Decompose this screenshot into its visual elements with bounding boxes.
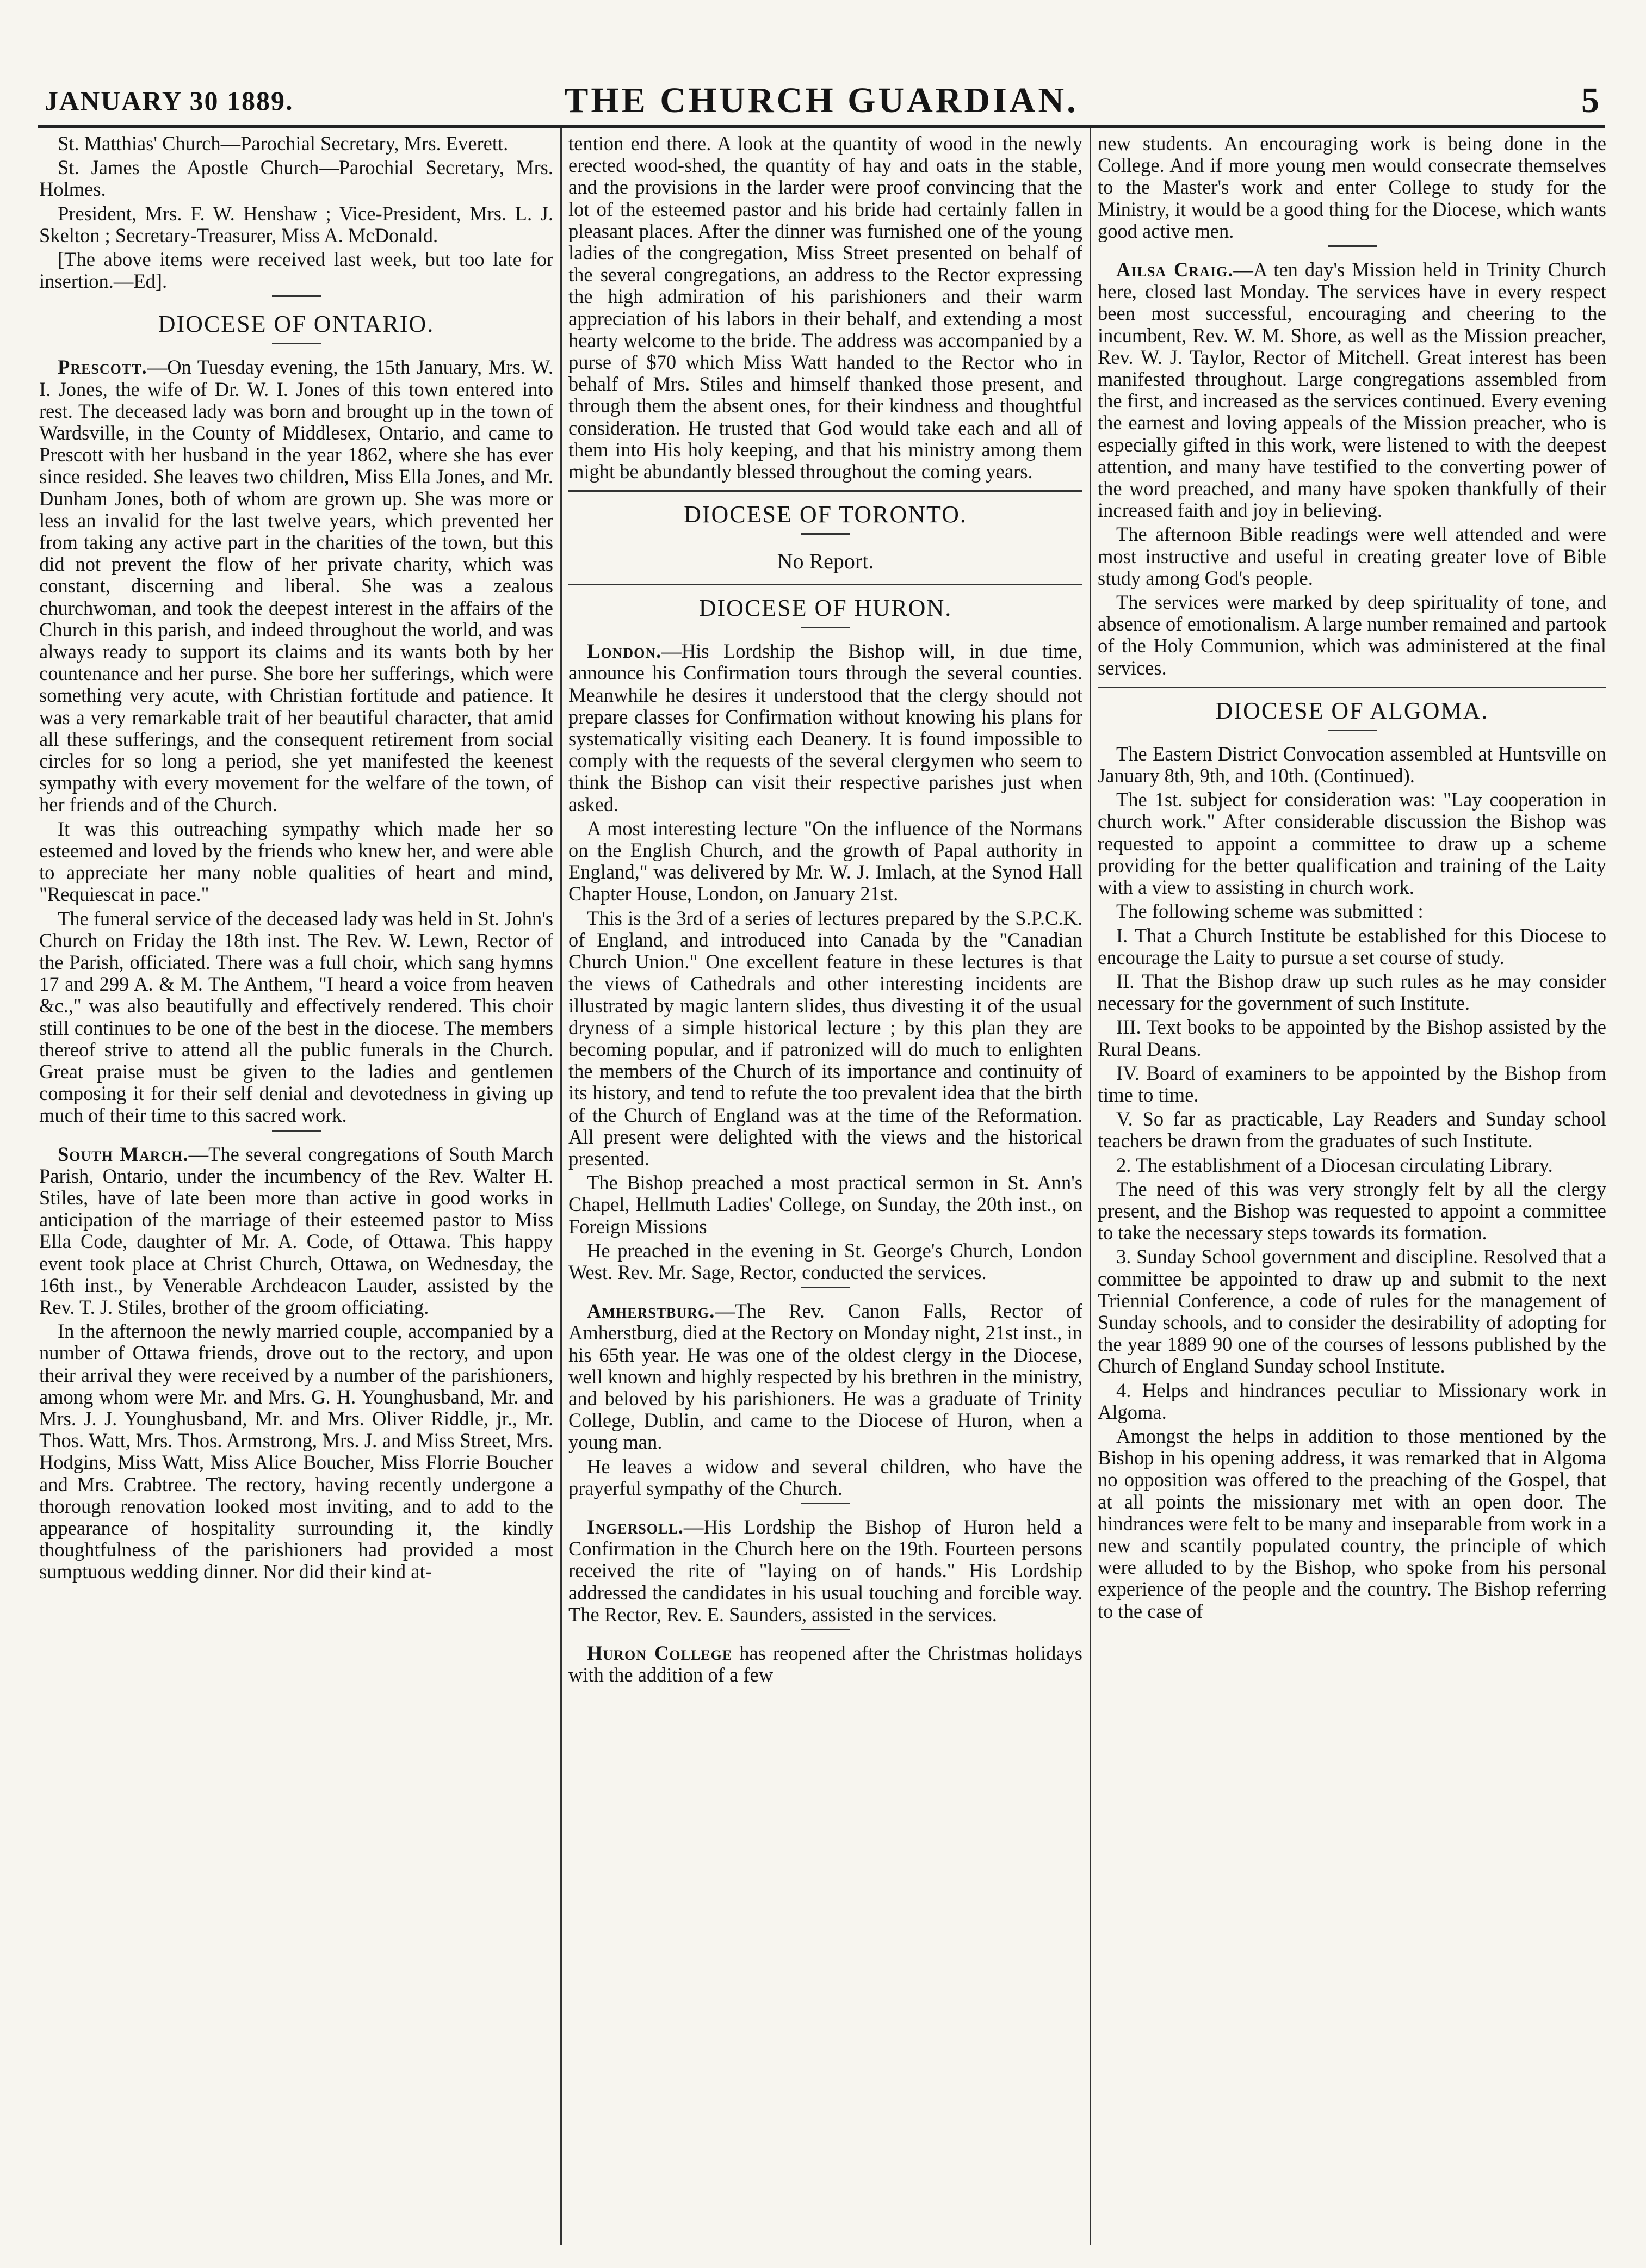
column-rule-1 (560, 128, 562, 2245)
section-rule (568, 490, 1082, 492)
paragraph: 2. The establishment of a Diocesan circulating Library. (1116, 1153, 1553, 1176)
scheme-item: V. So far as practicable, Lay Readers and Sunday school teachers be drawn from the graduates of such Institute. (1098, 1108, 1606, 1152)
scheme-item: II. That the Bishop draw up such rules as he may consider necessary for the government of such Institute. (1098, 969, 1606, 1015)
paragraph: He leaves a widow and several children, who have the prayerful sympathy of the Church. (568, 1455, 1082, 1499)
paragraph: St. James the Apostle Church—Parochial Secretary, Mrs. Holmes. (39, 156, 553, 201)
paragraph: A most interesting lecture "On the influence of the Normans on the English Church, and the growth of Papal authority in England," was delivered by Mr. W. J. Imlach, at the Synod Hall Chapter House, London, on January 21st. (568, 817, 1082, 905)
article-text: has reopened after the Christmas holidays with the addition of a few (568, 1641, 1082, 1686)
section-heading-ontario: DIOCESE OF ONTARIO. (158, 311, 435, 338)
article-text: —The Rev. Canon Falls, Rector of Amherstburg, died at the Rectory on Monday night, 21st inst., in his 65th year. He was one of the oldest clergy in the Diocese, well known and highly respected by his brethren in the ministry, and beloved by his parishioners. He was a graduate of Trinity College, Dublin, and came to the Diocese of Huron, when a young man. (568, 1300, 1082, 1454)
short-rule (801, 627, 850, 628)
column-rule-2 (1090, 128, 1091, 2245)
paragraph: The services were marked by deep spirituality of tone, and absence of emotionalism. A large number remained and partook of the Holy Communion, which was administered at the final services. (1098, 591, 1606, 679)
paragraph: St. Matthias' Church—Parochial Secretary, Mrs. Everett. (58, 133, 509, 155)
article-amherstburg (568, 1300, 1082, 1453)
article-text: —His Lordship the Bishop of Huron held a Confirmation in the Church here on the 19th. Fourteen persons received the rite of "laying on of hands." His Lordship addressed the candidates in his usual touching and forcible way. The Rector, Rev. E. Saunders, assisted in the services. (568, 1515, 1082, 1626)
column-1 (39, 133, 553, 2244)
paragraph: It was this outreaching sympathy which made her so esteemed and loved by the friends who knew her, and were able to appreciate her many noble qualities of heart and mind, "Requiescat in pace." (39, 817, 553, 906)
paragraph: The funeral service of the deceased lady was held in St. John's Church on Friday the 18th inst. The Rev. W. Lewn, Rector of the Parish, officiated. There was a full choir, which sang hymns 17 and 299 A. & M. The Anthem, "I heard a voice from heaven &c.," was also beautifully and effectively rendered. This choir still continues to be one of the best in the diocese. The members thereof strive to attend all the public funerals in the Church. Great praise must be given to the ladies and gentlemen composing it for their self denial and devotedness in giving up much of their time to this sacred work. (39, 907, 553, 1127)
short-rule (272, 343, 321, 344)
article-text: —The several congregations of South March Parish, Ontario, under the incumbency of the Rev. Walter H. Stiles, have of late been more than active in good works in anticipation of the marriage of their esteemed pastor to Miss Ella Code, daughter of Mr. A. Code, of Ottawa. This happy event took place at Christ Church, Ottawa, on Wednesday, the 16th inst., by Venerable Archdeacon Lauder, assisted by the Rev. T. J. Stiles, brother of the groom officiating. (39, 1142, 553, 1318)
short-rule (801, 1629, 850, 1630)
no-report-note: No Report. (777, 549, 874, 574)
paragraph: tention end there. A look at the quantity of wood in the newly erected wood-shed, the quantity of hay and oats in the stable, and the provisions in the larder were proof convincing that the lot of the esteemed pastor and his bride had certainly fallen in pleasant places. After the dinner was furnished one of the young ladies of the congregation, Miss Street presented on behalf of the several congregations, an address to the Rector expressing the high admiration of his parishioners and their warm appreciation of his labors in their behalf, and extending a most hearty welcome to the bride. The address was accompanied by a purse of $70 which Miss Watt handed to the Rector who in behalf of Mrs. Stiles and himself thanked those present, and through them the absent ones, for their kindness and thoughtful consideration. He trusted that God would take each and all of them into His holy keeping, and that his ministry among them might be abundantly blessed throughout the coming years. (568, 133, 1082, 483)
page-number: 5 (1581, 81, 1599, 120)
paragraph: In the afternoon the newly married couple, accompanied by a number of Ottawa friends, drove out to the rectory, and upon their arrival they were received by a number of the parishioners, among whom were Mr. and Mrs. G. H. Younghusband, Mr. and Mrs. J. J. Younghusband, Mr. and Mrs. Oliver Riddle, jr., Mr. Thos. Watt, Mrs. Thos. Armstrong, Mrs. J. and Miss Street, Mrs. Hodgins, Miss Watt, Miss Alice Boucher, Miss Florrie Boucher and Mrs. Crabtree. The rectory, having recently undergone a thorough renovation looked most inviting, and to add to the appearance of hospitality surrounding it, the kindly thoughtfulness of the parishioners had provided a most sumptuous wedding dinner. Nor did their kind at- (39, 1320, 553, 1583)
place-name: London. (587, 640, 662, 663)
place-name: Huron College (587, 1641, 733, 1664)
paragraph: new students. An encouraging work is being done in the College. And if more young men would consecrate themselves to the Master's work and enter College to study for the Ministry, it would be a good thing for the Diocese, which wants good active men. (1098, 133, 1606, 242)
article-ingersoll (568, 1516, 1082, 1626)
place-name: South March. (58, 1142, 189, 1165)
article-text: —A ten day's Mission held in Trinity Church here, closed last Monday. The services have in every respect been most successful, encouraging and cheering to the incumbent, Rev. W. M. Shore, as well as the Mission preacher, Rev. W. J. Taylor, Rector of Mitchell. Great interest has been manifested throughout. Large congregations assembled from the first, and increased as the services continued. Every evening the earnest and loving appeals of the Mission preacher, who is especially gifted in this work, were listened to with the deepest attention, and many have testified to the converting power of the word preached, and many have spoken thankfully of their increased faith and joy in believing. (1098, 258, 1606, 522)
page-header (38, 82, 1605, 120)
scheme-item: III. Text books to be appointed by the Bishop assisted by the Rural Deans. (1098, 1016, 1606, 1060)
place-name: Ingersoll. (587, 1515, 684, 1538)
article-south-march (39, 1144, 553, 1319)
column-3 (1098, 133, 1606, 2244)
article-text: —On Tuesday evening, the 15th January, Mrs. W. I. Jones, the wife of Dr. W. I. Jones of this town entered into rest. The deceased lady was born and brought up in the town of Wardsville, in the County of Middlesex, Ontario, and came to Prescott with her husband in the year 1862, where she has ever since resided. She leaves two children, Miss Ella Jones, and Mr. Dunham Jones, both of whom are grown up. She was more or less an invalid for the last twelve years, which prevented her from taking any active part in the charities of the town, but this did not prevent the flow of her private charity, which was constant, discerning and liberal. She was a zealous churchwoman, and took the deepest interest in the affairs of the Church in this parish, and indeed throughout the world, and was always ready to support its claims and its wants both by her countenance and her purse. She bore her sufferings, which were something very acute, with Christian fortitude and patience. It was a very remarkable trait of her beautiful character, that amid all these sufferings, and the consequent retirement from social circles for so long a period, she yet manifested the keenest sympathy with every movement for the welfare of the town, of her friends and of the Church. (39, 356, 553, 816)
column-2 (568, 133, 1082, 2244)
paragraph: The 1st. subject for consideration was: "Lay cooperation in church work." After considerable discussion the Bishop was requested to appoint a committee to draw up a scheme providing for the better qualification and training of the Laity with a view to assisting in church work. (1098, 788, 1606, 899)
short-rule (272, 1130, 321, 1132)
paragraph: The following scheme was submitted : (1116, 900, 1424, 923)
section-heading-algoma: DIOCESE OF ALGOMA. (1215, 697, 1489, 724)
short-rule (801, 533, 850, 535)
paragraph: He preached in the evening in St. George's Church, London West. Rev. Mr. Sage, Rector, conducted the services. (568, 1239, 1082, 1283)
short-rule (801, 1287, 850, 1288)
section-heading-toronto: DIOCESE OF TORONTO. (684, 501, 967, 528)
short-rule (1328, 245, 1377, 247)
issue-date: JANUARY 30 1889. (45, 85, 294, 116)
article-huron-college (568, 1642, 1082, 1686)
article-london (568, 640, 1082, 815)
article-text: —His Lordship the Bishop will, in due time, announce his Confirmation tours through the several counties. Meanwhile he desires it understood that the clergy should not prepare classes for Confirmation without knowing his plans for systematically visiting each Deanery. It is found impossible to comply with the requests of the several clergymen who seem to think the Bishop can visit their respective parishes just when asked. (568, 640, 1082, 815)
scheme-item: I. That a Church Institute be established for this Diocese to encourage the Laity to pursue a set course of study. (1098, 924, 1606, 968)
paragraph: The afternoon Bible readings were well attended and were most instructive and useful in creating greater love of Bible study among God's people. (1098, 523, 1606, 589)
section-rule (1098, 687, 1606, 688)
paragraph: Amongst the helps in addition to those mentioned by the Bishop in his opening address, it was remarked that in Algoma no opposition was offered to the preaching of the Gospel, that at all points the missionary met with an open door. The hindrances were felt to be many and inseparable from work in a new and scantily populated country, the principle of which were alluded to by the Bishop, who spoke from his personal experience of the people and the country. The Bishop referring to the case of (1098, 1424, 1606, 1622)
paragraph: The need of this was very strongly felt by all the clergy present, and the Bishop was requested to appoint a committee to take the necessary steps towards its formation. (1098, 1177, 1606, 1244)
short-rule (272, 295, 321, 297)
short-rule (801, 1503, 850, 1504)
section-heading-huron: DIOCESE OF HURON. (698, 595, 952, 622)
short-rule (1328, 730, 1377, 731)
section-rule (568, 584, 1082, 585)
editor-note: [The above items were received last week, but too late for insertion.—Ed]. (39, 248, 553, 293)
place-name: Amherstburg. (587, 1300, 715, 1323)
place-name: Prescott. (58, 356, 147, 379)
paragraph: This is the 3rd of a series of lectures prepared by the S.P.C.K. of England, and introduced into Canada by the "Canadian Church Union." One excellent feature in these lectures is that the views of Cathedrals and other interesting incidents are illustrated by magic lantern slides, thus divesting it of the usual dryness of a simple historical lecture ; by this plan they are becoming popular, and if patronized will do much to enlighten the members of the Church of its importance and continuity of its history, and tend to refute the too prevalent idea that the birth of the Church of England was at the time of the Reformation. All present were delighted with the views and the historical presented. (568, 906, 1082, 1170)
article-ailsa-craig (1098, 259, 1606, 521)
header-rule (38, 125, 1605, 128)
paragraph: 4. Helps and hindrances peculiar to Missionary work in Algoma. (1098, 1379, 1606, 1423)
scheme-item: IV. Board of examiners to be appointed by the Bishop from time to time. (1098, 1061, 1606, 1106)
paragraph: President, Mrs. F. W. Henshaw ; Vice-President, Mrs. L. J. Skelton ; Secretary-Treasurer, Miss A. McDonald. (39, 202, 553, 246)
paragraph: The Eastern District Convocation assembled at Huntsville on January 8th, 9th, and 10th. (Continued). (1098, 742, 1606, 787)
place-name: Ailsa Craig. (1116, 258, 1234, 281)
article-prescott (39, 356, 553, 815)
masthead-title: THE CHURCH GUARDIAN. (564, 81, 1079, 120)
paragraph: 3. Sunday School government and discipline. Resolved that a committee be appointed to draw up and submit to the next Triennial Conference, a code of rules for the management of Sunday schools, and to consider the desirability of adopting for the year 1889 90 one of the courses of lessons published by the Church of England Sunday school Institute. (1098, 1245, 1606, 1377)
paragraph: The Bishop preached a most practical sermon in St. Ann's Chapel, Hellmuth Ladies' College, on Sunday, the 20th inst., on Foreign Missions (568, 1171, 1082, 1238)
